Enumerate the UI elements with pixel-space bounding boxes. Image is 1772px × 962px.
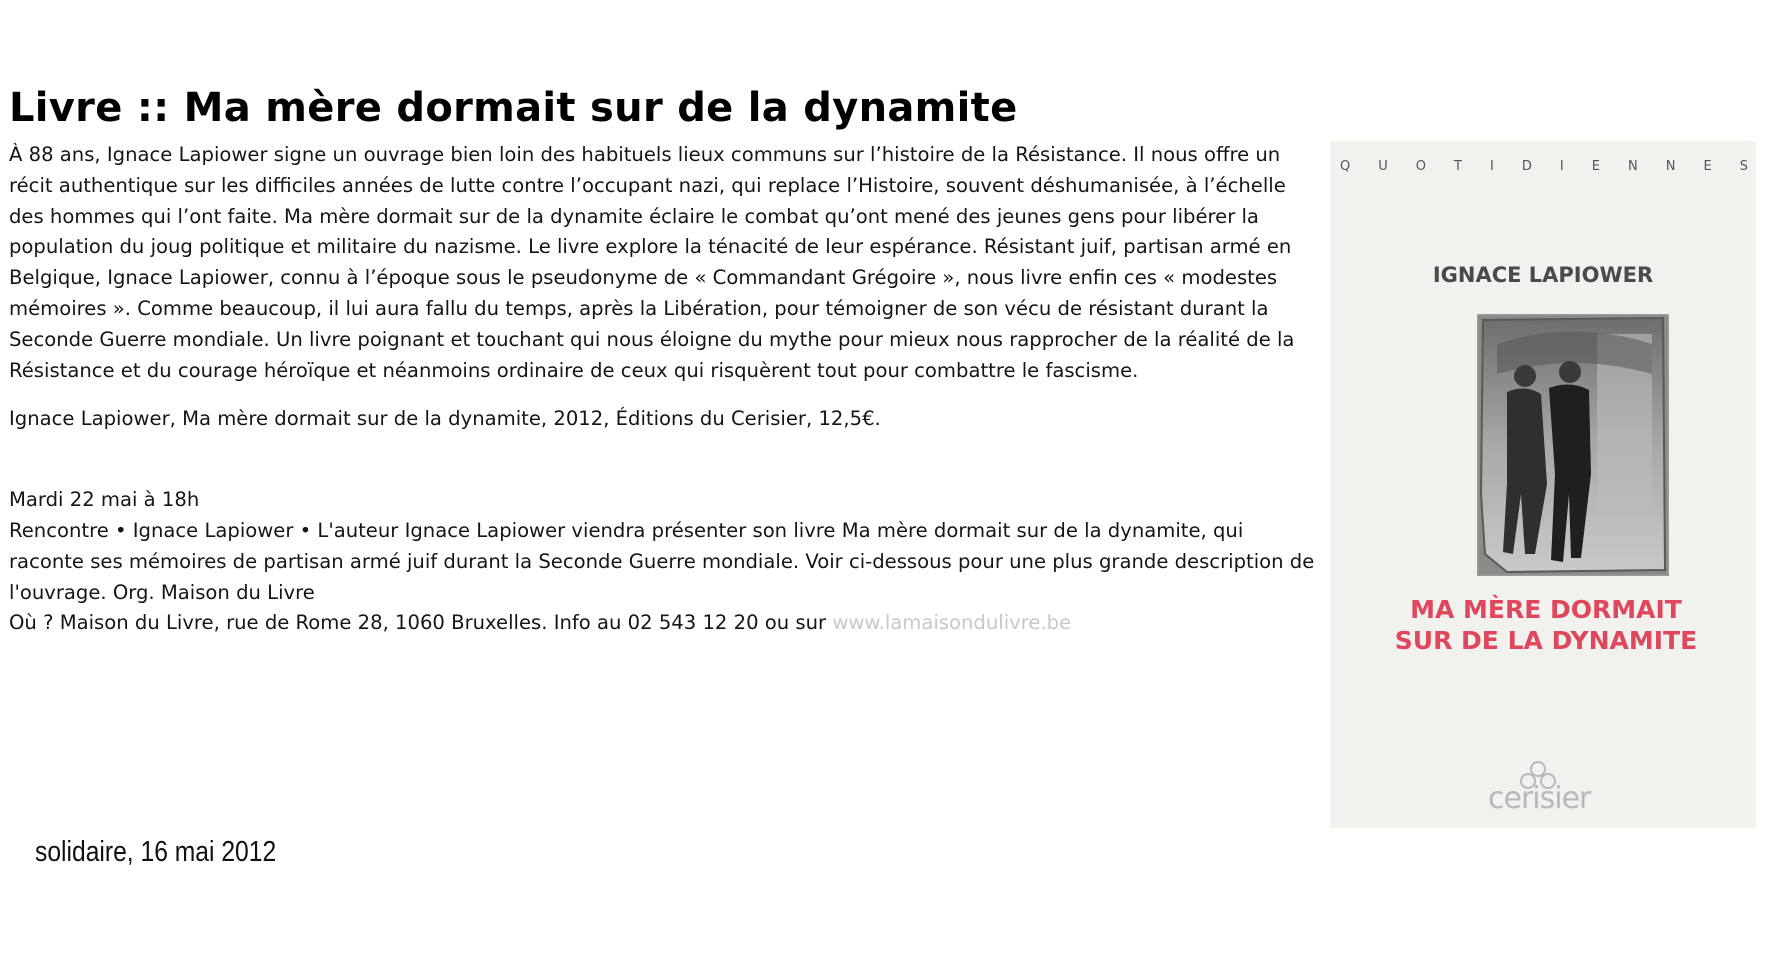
publisher-name: cerisier: [1488, 781, 1591, 816]
book-reference: Ignace Lapiower, Ma mère dormait sur de la dynamite, 2012, Éditions du Cerisier, 12,5€.: [9, 407, 881, 431]
series-letter: I: [1490, 159, 1494, 174]
series-letter: E: [1591, 159, 1600, 174]
event-location-text: Où ? Maison du Livre, rue de Rome 28, 1060 Bruxelles. Info au 02 543 12 20 ou sur: [9, 611, 833, 635]
event-date: Mardi 22 mai à 18h: [9, 488, 200, 512]
article: [9, 78, 1319, 639]
publisher-logo: [1488, 759, 1591, 816]
cover-title-line-1: MA MÈRE DORMAIT: [1410, 595, 1682, 624]
cover-photo: [1477, 314, 1669, 576]
event-description: Rencontre • Ignace Lapiower • L'auteur Ignace Lapiower viendra présenter son livre Ma mère dormait sur de la dynamite, qui raconte ses mémoires de partisan armé juif durant la Seconde Guerre mondiale. Voir ci-dessous pour une plus grande description de l'ouvrage. Org. Maison du Livre: [9, 518, 1315, 604]
cover-title: [1366, 594, 1726, 656]
series-letter: D: [1521, 159, 1532, 174]
book-cover: [1330, 141, 1756, 828]
event-location: [9, 608, 1319, 639]
source-caption: solidaire, 16 mai 2012: [35, 836, 277, 868]
series-letter: S: [1739, 159, 1748, 174]
article-paragraph: À 88 ans, Ignace Lapiower signe un ouvrage bien loin des habituels lieux communs sur l’histoire de la Résistance. Il nous offre un récit authentique sur les difficiles années de lutte contre l’occupant nazi, qui replace l’Histoire, souvent déshumanisée, à l’échelle des hommes qui l’ont faite. Ma mère dormait sur de la dynamite éclaire le combat qu’ont mené des jeunes gens pour libérer la population du joug politique et militaire du nazisme. Le livre explore la ténacité de leur espérance. Résistant juif, partisan armé en Belgique, Ignace Lapiower, connu à l’époque sous le pseudonyme de « Commandant Grégoire », nous livre enfin ces « modestes mémoires ». Comme beaucoup, il lui aura fallu du temps, après la Libération, pour témoigner de son vécu de résistant durant la Seconde Guerre mondiale. Un livre poignant et touchant qui nous éloigne du mythe pour mieux nous rapprocher de la réalité de la Résistance et du courage héroïque et néanmoins ordinaire de ceux qui risquèrent tout pour combattre le fascisme.: [9, 143, 1295, 382]
cover-author: IGNACE LAPIOWER: [1432, 263, 1654, 287]
series-letter: N: [1665, 159, 1676, 174]
series-letter: Q: [1340, 159, 1351, 174]
article-title: Livre :: Ma mère dormait sur de la dynamite: [9, 85, 1018, 131]
series-letter: O: [1415, 159, 1427, 174]
website-link[interactable]: www.lamaisondulivre.be: [832, 611, 1072, 635]
series-name: [1330, 159, 1756, 174]
cover-title-line-2: SUR DE LA DYNAMITE: [1394, 626, 1698, 655]
series-letter: U: [1378, 159, 1388, 174]
event-block: [9, 485, 1319, 639]
series-letter: N: [1627, 159, 1638, 174]
series-letter: T: [1454, 159, 1462, 174]
series-letter: E: [1703, 159, 1712, 174]
series-letter: I: [1559, 159, 1564, 174]
